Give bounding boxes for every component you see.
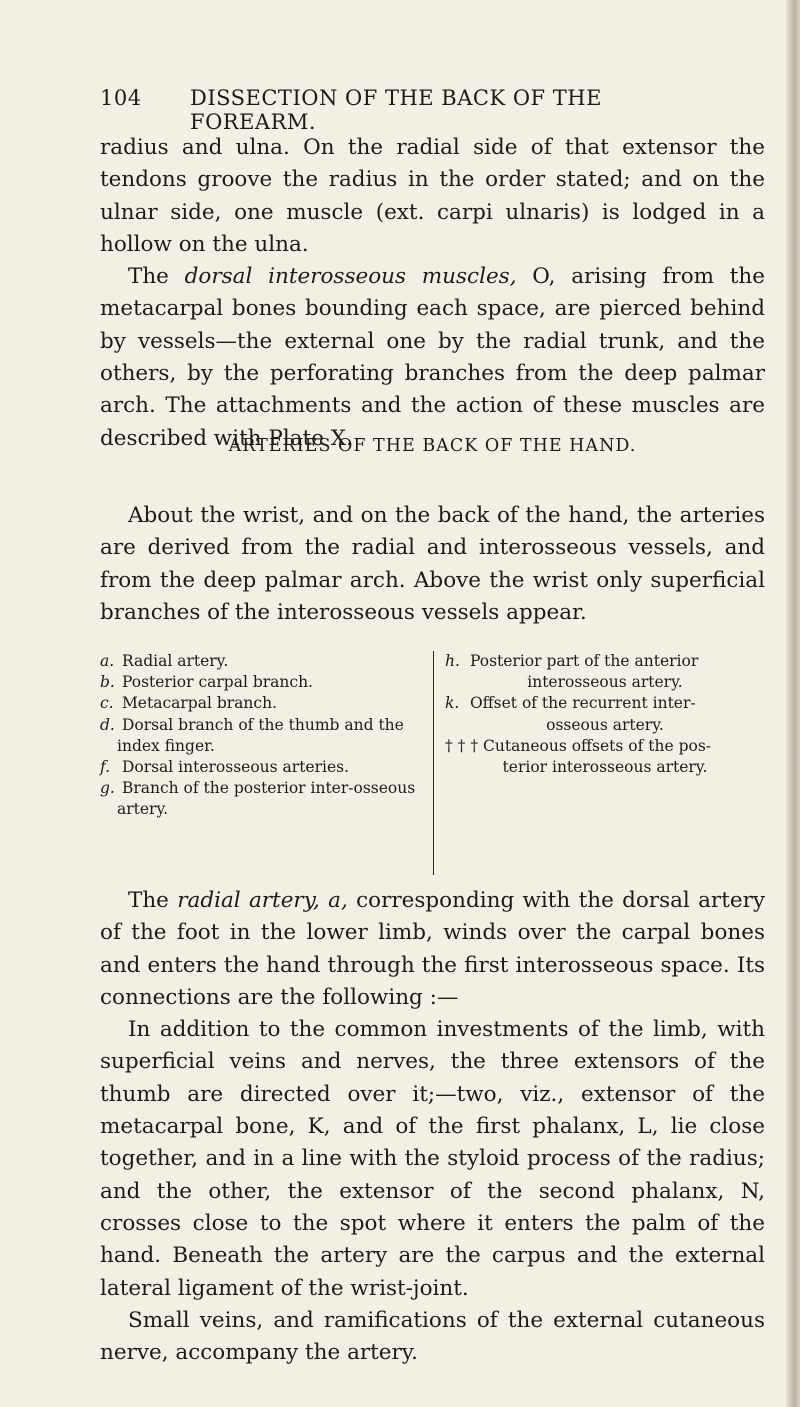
legend-item: k. Offset of the recurrent inter- <box>445 694 696 713</box>
running-title: DISSECTION OF THE BACK OF THE FOREARM. <box>190 86 602 134</box>
dagger-symbols: † † † <box>445 736 479 755</box>
paragraph-1-text: radius and ulna. On the radial side of that extensor the tendons groove the radius in the order stated; and on the ulnar side, one muscle (ext. carpi ulnaris) is lodged in a hollow on the ulna. <box>100 135 765 257</box>
running-header <box>100 86 680 134</box>
page-edge <box>786 0 800 1407</box>
legend-item: a. Radial artery. <box>100 652 229 670</box>
paragraph-4: In addition to the common investments of the limb, with superficial veins and nerves, the three extensors of the thumb are directed over it;—two, viz., extensor of the metacarpal bone, K, and of the first phalanx, L, lie close together, and in a line with the styloid process of the radius; and the other, the extensor of the second phalanx, N, crosses close to the spot where it enters the palm of the hand. Beneath the artery are the carpus and the external lateral ligament of the wrist-joint. <box>100 1017 765 1301</box>
legend-item: d. Dorsal branch of the thumb and the index finger. <box>100 715 404 755</box>
legend-right-column: h. Posterior part of the anterior interosseous artery. k. Offset of the recurrent inter- osseous artery. † † † Cutaneous offsets of the pos- terior interosseous artery. <box>445 651 765 778</box>
paragraph-2: About the wrist, and on the back of the hand, the arteries are derived from the radial and interosseous vessels, and from the deep palmar arch. Above the wrist only superficial branches of the interosseous vessels appear. <box>100 503 765 625</box>
legend-item: † † † Cutaneous offsets of the pos- <box>445 736 765 757</box>
radial-artery-term: radial artery, <box>177 888 320 913</box>
legend-item: h. Posterior part of the anterior <box>445 652 699 670</box>
legend-item: g. Branch of the posterior inter-osseous artery. <box>100 779 416 819</box>
legend-divider <box>433 651 434 875</box>
paragraph-3: The radial artery, a, corresponding with the dorsal artery of the foot in the lower limb, winds over the carpal bones and enters the hand through the first interosseous space. Its connections are the following :— <box>100 888 765 1010</box>
paragraph-1: radius and ulna. On the radial side of that extensor the tendons groove the radius in the order stated; and on the ulnar side, one muscle (ext. carpi ulnaris) is lodged in a hollow on the ulna. The dorsal interosseous muscles, O, arising from the metacarpal bones bounding each space, are pierced behind by vessels—the external one by the radial trunk, and the others, by the perforating branches from the deep palmar arch. The attachments and the action of these muscles are described with Plate X. <box>100 135 765 451</box>
figure-legend <box>100 651 765 875</box>
legend-item: f. Dorsal interosseous arteries. <box>100 758 350 777</box>
legend-left-column <box>100 651 430 821</box>
section-heading: ARTERIES OF THE BACK OF THE HAND. <box>228 436 637 456</box>
body-text-lower <box>100 885 765 1369</box>
legend-item: b. Posterior carpal branch. <box>100 673 313 692</box>
page-number: 104 <box>100 86 142 110</box>
paragraph-5: Small veins, and ramifications of the external cutaneous nerve, accompany the artery. <box>100 1307 765 1366</box>
dorsal-interosseous-term: dorsal interosseous muscles, <box>184 264 517 290</box>
legend-item: c. Metacarpal branch. <box>100 694 277 713</box>
